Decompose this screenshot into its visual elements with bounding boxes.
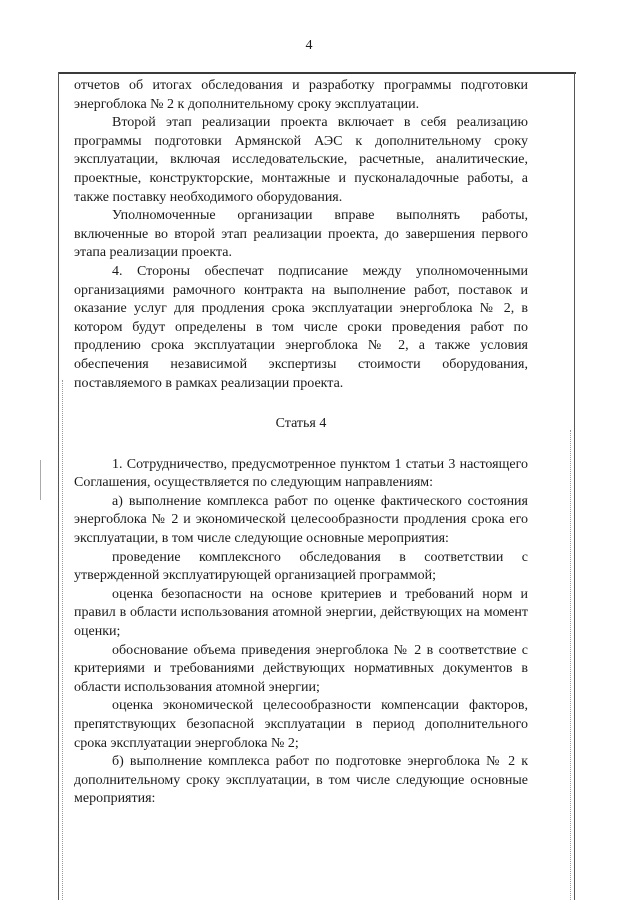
frame-border-left xyxy=(58,72,59,900)
article-heading: Статья 4 xyxy=(275,416,327,432)
frame-outer-left-mark xyxy=(40,460,41,500)
paragraph-authorized-organizations: Уполномоченные организации вправе выполнять работы, включенные во второй этап реализации проекта, до завершения первого этапа реализации проекта. xyxy=(74,208,528,261)
paragraph-continuation: отчетов об итогах обследования и разработку программы подготовки энергоблока № 2 к дополнительному сроку эксплуатации. xyxy=(74,78,528,112)
paragraph-comprehensive-inspection: проведение комплексного обследования в соответствии с утвержденной эксплуатирующей организацией программой; xyxy=(74,549,528,584)
paragraph-economic-assessment: оценка экономической целесообразности компенсации факторов, препятствующих безопасной эксплуатации в период дополнительного срока эксплуатации энергоблока № 2; xyxy=(74,698,528,751)
frame-border-right xyxy=(574,72,575,900)
paragraph-second-stage: Второй этап реализации проекта включает в себя реализацию программы подготовки Армянской АЭС к дополнительному сроку эксплуатации, включая исследовательские, расчетные, аналитические, проектные, конструкторские, монтажные и пусконаладочные работы, а также поставку необходимого оборудования. xyxy=(74,115,528,205)
frame-inner-left xyxy=(62,380,63,900)
frame-border-top xyxy=(58,72,576,74)
paragraph-subitem-a: а) выполнение комплекса работ по оценке фактического состояния энергоблока № 2 и экономической целесообразности продления срока его эксплуатации, в том числе следующие основные мероприятия: xyxy=(74,493,528,547)
paragraph-item-4: 4. Стороны обеспечат подписание между уполномоченными организациями рамочного контракта на выполнение работ, поставок и оказание услуг для продления срока эксплуатации энергоблока № 2, в котором будут определены в том числе сроки проведения работ по продлению срока эксплуатации энергоблока № 2, а также условия обеспечения независимой экспертизы стоимости оборудования, поставляемого в рамках реализации проекта. xyxy=(74,263,528,391)
paragraph-scope-justification: обоснование объема приведения энергоблока № 2 в соответствие с критериями и требованиями действующих нормативных документов в области использования атомной энергии; xyxy=(74,642,528,695)
frame-inner-right xyxy=(570,430,571,900)
paragraph-safety-assessment: оценка безопасности на основе критериев и требований норм и правил в области использования атомной энергии, действующих на момент оценки; xyxy=(74,586,528,640)
page-number: 4 xyxy=(305,38,313,53)
paragraph-item-1: 1. Сотрудничество, предусмотренное пунктом 1 статьи 3 настоящего Соглашения, осуществляется по следующим направлениям: xyxy=(74,456,528,491)
paragraph-subitem-b: б) выполнение комплекса работ по подготовке энергоблока № 2 к дополнительному сроку эксплуатации, в том числе следующие основные мероприятия: xyxy=(74,754,528,807)
document-body xyxy=(74,77,528,809)
